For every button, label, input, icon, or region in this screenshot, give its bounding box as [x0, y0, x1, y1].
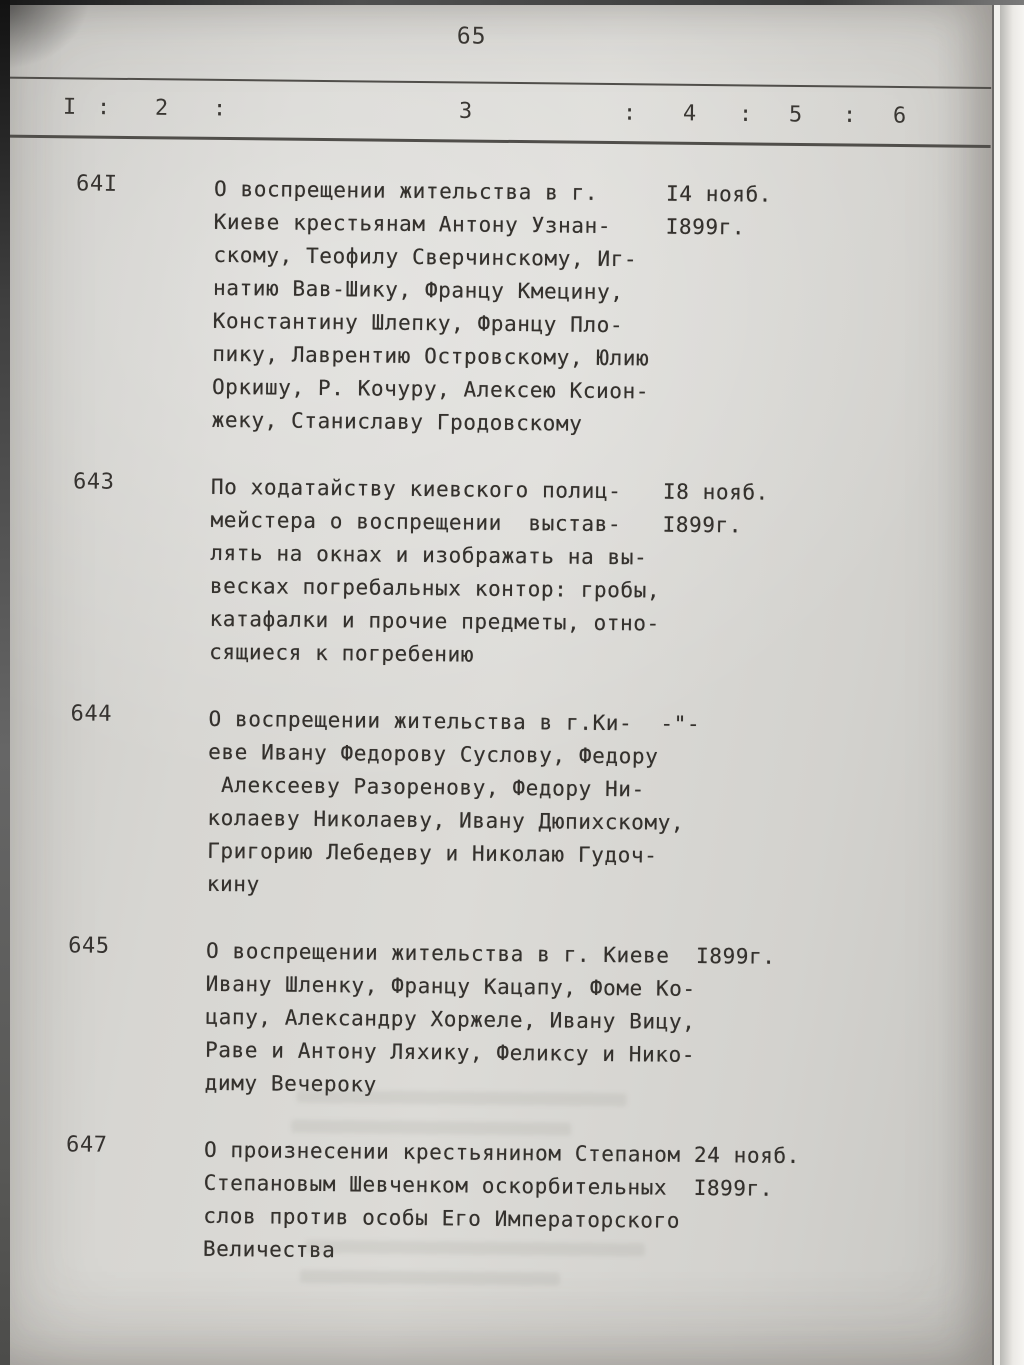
register-entries [0, 171, 990, 1274]
entry-description: О воспрещении жительства в г. Киеве крестьянам Антону Узнан- скому, Теофилу Сверчинскому, Иг- натию Вав-Шику, Францу Кмецину, Константину Шлепку, Францу Пло- пику, Лаврентию Островскому, Юлию Оркишу, Р. Кочуру, Алексею Ксион- жеку, Станиславу Гродовскому [211, 176, 650, 436]
scanner-right-margin [1000, 0, 1024, 1365]
entry-date: 24 нояб. I899г. [693, 1142, 801, 1201]
column-separator: : [96, 95, 111, 121]
register-entry-644 [0, 701, 985, 909]
entry-number: 647 [65, 1132, 108, 1158]
entry-number: 644 [70, 701, 113, 727]
register-entry-647 [0, 1132, 980, 1274]
column-header-2: 2 [154, 95, 169, 121]
entry-number: 645 [68, 933, 110, 959]
column-separator: : [842, 102, 857, 129]
bleed-through-mark [300, 1270, 560, 1286]
paper-sheet [8, 5, 994, 1365]
column-header-6: 6 [892, 103, 907, 129]
entry-description: О произнесении крестьянином Степаном Степановым Шевченком оскорбительных слов против особы Его Императорского Величества [202, 1137, 681, 1263]
entry-description: О воспрещении жительства в г. Киеве Ивану Шленку, Францу Кацапу, Фоме Ко- цапу, Александру Хоржеле, Ивану Вицу, Раве и Антону Ляхику, Феликсу и Нико- диму Вечероку [204, 938, 696, 1097]
entry-date: I899г. [695, 943, 776, 969]
scanner-left-edge [0, 0, 10, 1365]
entry-description: По ходатайству киевского полиц- мейстера о воспрещении выстав- лять на окнах и изображать на вы- весках погребальных контор: гробы, катафалки и прочие предметы, отно- сящиеся к погребению [209, 474, 661, 667]
scanner-top-edge [0, 0, 1024, 5]
entry-description: О воспрещении жительства в г.Ки- еве Ивану Федорову Суслову, Федору Алексееву Разоренову, Федору Ни- колаеву Николаеву, Ивану Дюпихскому, Григорию Лебедеву и Николаю Гудоч- кину [206, 706, 685, 897]
column-separator: : [738, 101, 753, 127]
table-header-row [7, 77, 992, 148]
column-header-1: I [62, 94, 77, 120]
column-separator: : [212, 96, 227, 122]
register-entry-643 [1, 469, 987, 677]
column-separator: : [622, 100, 637, 126]
column-header-3: 3 [458, 98, 473, 125]
column-header-4: 4 [682, 101, 697, 127]
page-number: 65 [456, 23, 487, 50]
entry-date: I8 нояб. I899г. [662, 479, 770, 538]
entry-number: 64I [75, 171, 118, 197]
column-header-5: 5 [788, 102, 803, 128]
corner-shadow [0, 0, 90, 70]
entry-date: I4 нояб. I899г. [665, 181, 773, 240]
entry-date: -"- [660, 711, 701, 736]
register-entry-645 [0, 933, 982, 1108]
register-entry-641 [3, 171, 990, 445]
entry-number: 643 [72, 469, 115, 495]
page-content [0, 5, 992, 1365]
